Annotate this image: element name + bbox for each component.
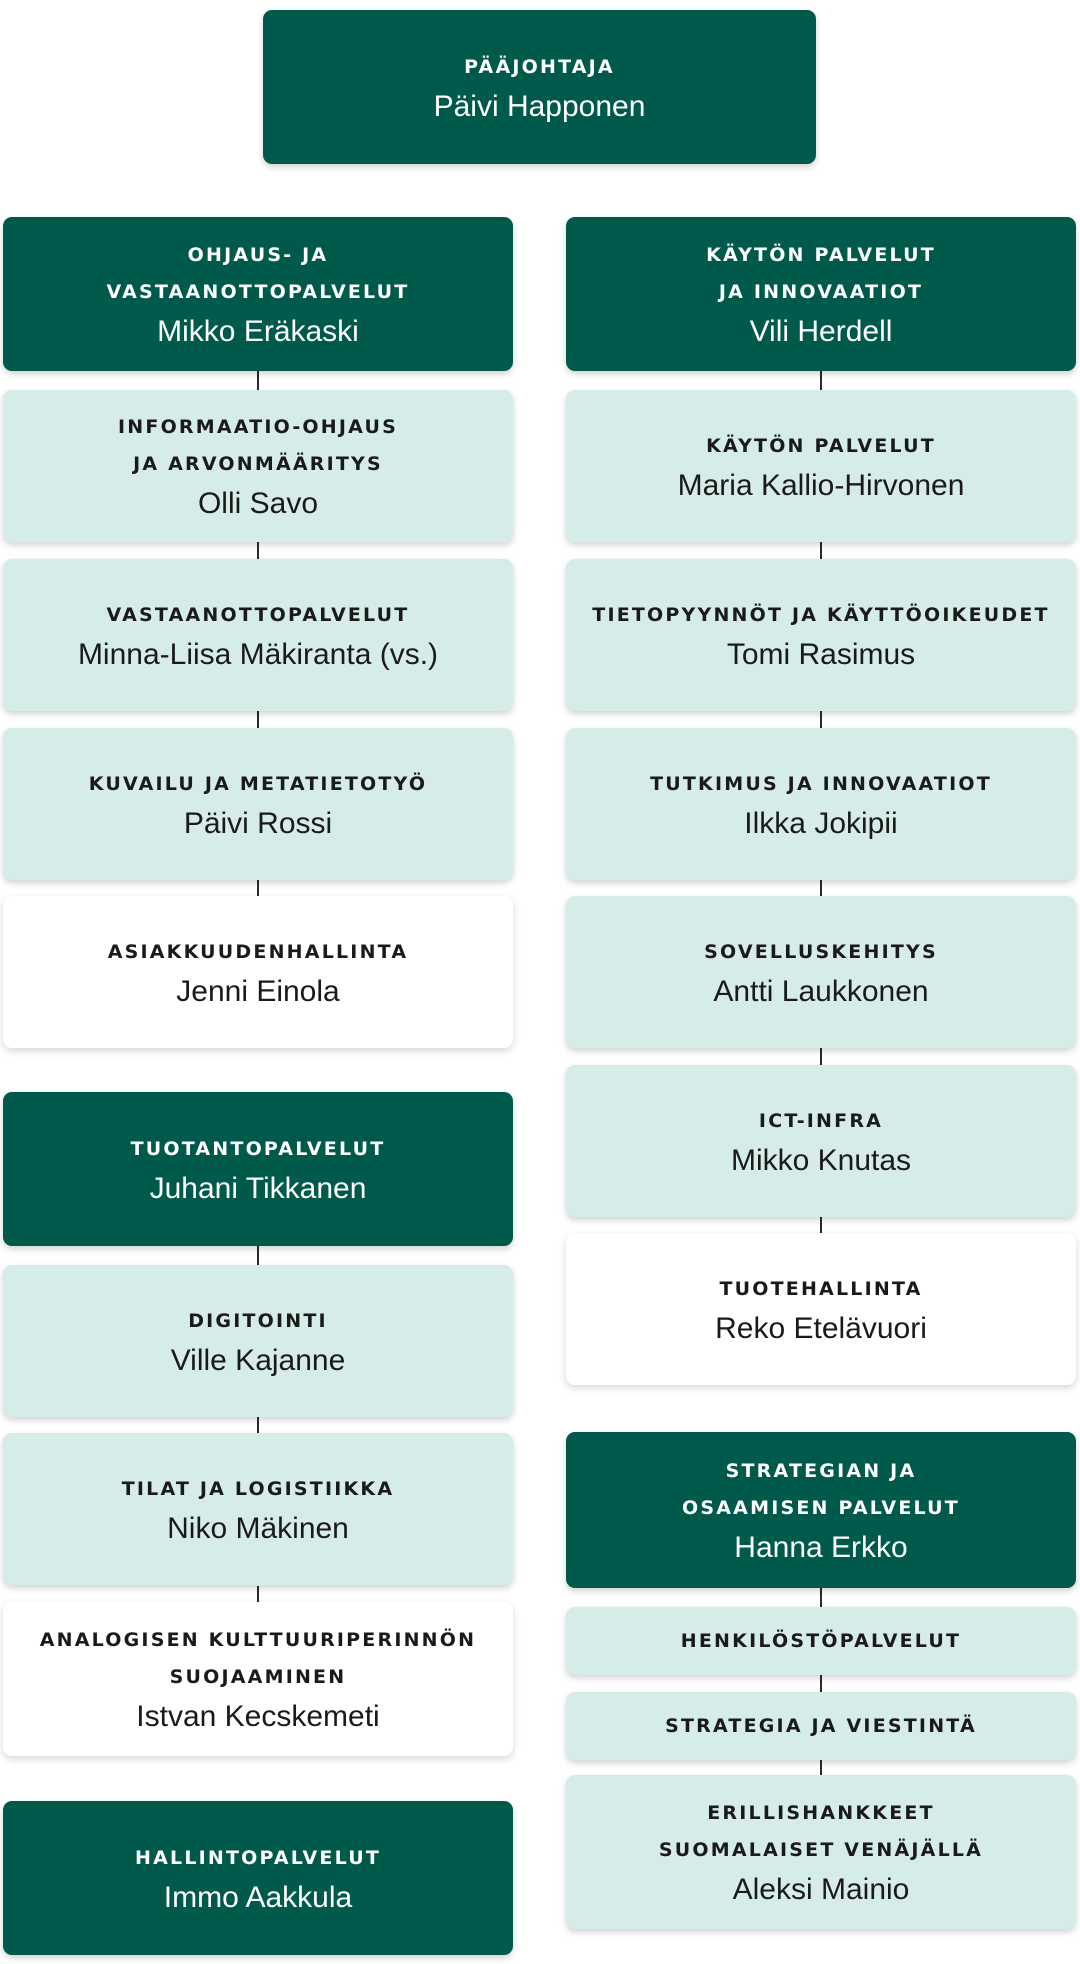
department-box [3,1801,513,1955]
connector-line [820,1588,822,1607]
person-name: Aleksi Mainio [732,1873,910,1906]
person-name: Mikko Knutas [730,1143,912,1177]
unit-box [566,1692,1076,1760]
person-name: Ville Kajanne [170,1343,346,1377]
unit-box [3,728,513,880]
person-name: Jenni Einola [176,974,340,1008]
unit-box [566,1065,1076,1217]
unit-box [566,728,1076,880]
connector-line [820,1217,822,1233]
department-box [3,217,513,371]
unit-name: KÄYTÖN PALVELUT [706,434,936,457]
department-box [566,1432,1076,1588]
connector-line [820,371,822,390]
unit-name: SOVELLUSKEHITYS [704,940,938,963]
unit-name: KÄYTÖN PALVELUT JA INNOVAATIOT [706,244,936,303]
unit-box [566,1607,1076,1675]
unit-box [566,390,1076,542]
unit-name: STRATEGIA JA VIESTINTÄ [665,1714,977,1737]
person-name: Tomi Rasimus [726,637,916,671]
unit-name: TUTKIMUS JA INNOVAATIOT [650,772,992,795]
unit-name: OHJAUS- JA VASTAANOTTOPALVELUT [106,244,410,303]
unit-name: TIETOPYYNNÖT JA KÄYTTÖOIKEUDET [592,603,1050,626]
unit-box [3,390,513,542]
unit-name: ERILLISHANKKEET SUOMALAISET VENÄJÄLLÄ [658,1802,984,1861]
connector-line [820,711,822,728]
connector-line [257,880,259,896]
connector-line [820,542,822,559]
unit-box [3,1602,513,1756]
person-name: Päivi Happonen [433,89,646,123]
unit-name: TILAT JA LOGISTIIKKA [121,1477,395,1500]
connector-line [257,542,259,559]
connector-line [257,1417,259,1433]
connector-line [820,1675,822,1692]
unit-name: ASIAKKUUDENHALLINTA [107,940,409,963]
unit-name: PÄÄJOHTAJA [464,55,615,78]
unit-box [3,1433,513,1585]
unit-box [3,559,513,711]
department-box [3,1092,513,1246]
person-name: Ilkka Jokipii [744,806,898,840]
unit-name: HENKILÖSTÖPALVELUT [680,1629,962,1652]
person-name: Mikko Eräkaski [157,315,359,348]
person-name: Reko Etelävuori [715,1311,927,1345]
unit-name: DIGITOINTI [188,1309,328,1332]
person-name: Olli Savo [197,487,319,520]
connector-line [820,1048,822,1065]
person-name: Immo Aakkula [163,1880,353,1914]
person-name: Niko Mäkinen [167,1511,349,1545]
unit-box [3,1265,513,1417]
person-name: Juhani Tikkanen [149,1171,367,1205]
person-name: Maria Kallio-Hirvonen [677,468,965,502]
unit-box [566,1775,1076,1929]
person-name: Minna-Liisa Mäkiranta (vs.) [77,637,439,671]
connector-line [820,1760,822,1775]
unit-name: VASTAANOTTOPALVELUT [106,603,410,626]
unit-name: KUVAILU JA METATIETOTYÖ [88,772,428,795]
person-name: Päivi Rossi [183,806,333,840]
unit-box [566,896,1076,1048]
unit-name: TUOTANTOPALVELUT [130,1137,386,1160]
person-name: Hanna Erkko [734,1531,908,1564]
connector-line [257,371,259,390]
unit-box [3,896,513,1048]
person-name: Istvan Kecskemeti [136,1700,380,1733]
department-box [566,217,1076,371]
unit-box [566,559,1076,711]
unit-name: TUOTEHALLINTA [719,1277,923,1300]
unit-name: INFORMAATIO-OHJAUS JA ARVONMÄÄRITYS [118,416,398,475]
connector-line [257,1246,259,1265]
person-name: Antti Laukkonen [713,974,929,1008]
unit-name: HALLINTOPALVELUT [135,1846,381,1869]
person-name: Vili Herdell [749,315,893,348]
unit-name: ICT-INFRA [758,1109,884,1132]
unit-box [566,1233,1076,1385]
connector-line [820,880,822,896]
unit-name: STRATEGIAN JA OSAAMISEN PALVELUT [682,1460,960,1519]
connector-line [257,1586,259,1602]
unit-name: ANALOGISEN KULTTUURIPERINNÖN SUOJAAMINEN [39,1629,477,1688]
director-box [263,10,816,164]
connector-line [257,711,259,728]
